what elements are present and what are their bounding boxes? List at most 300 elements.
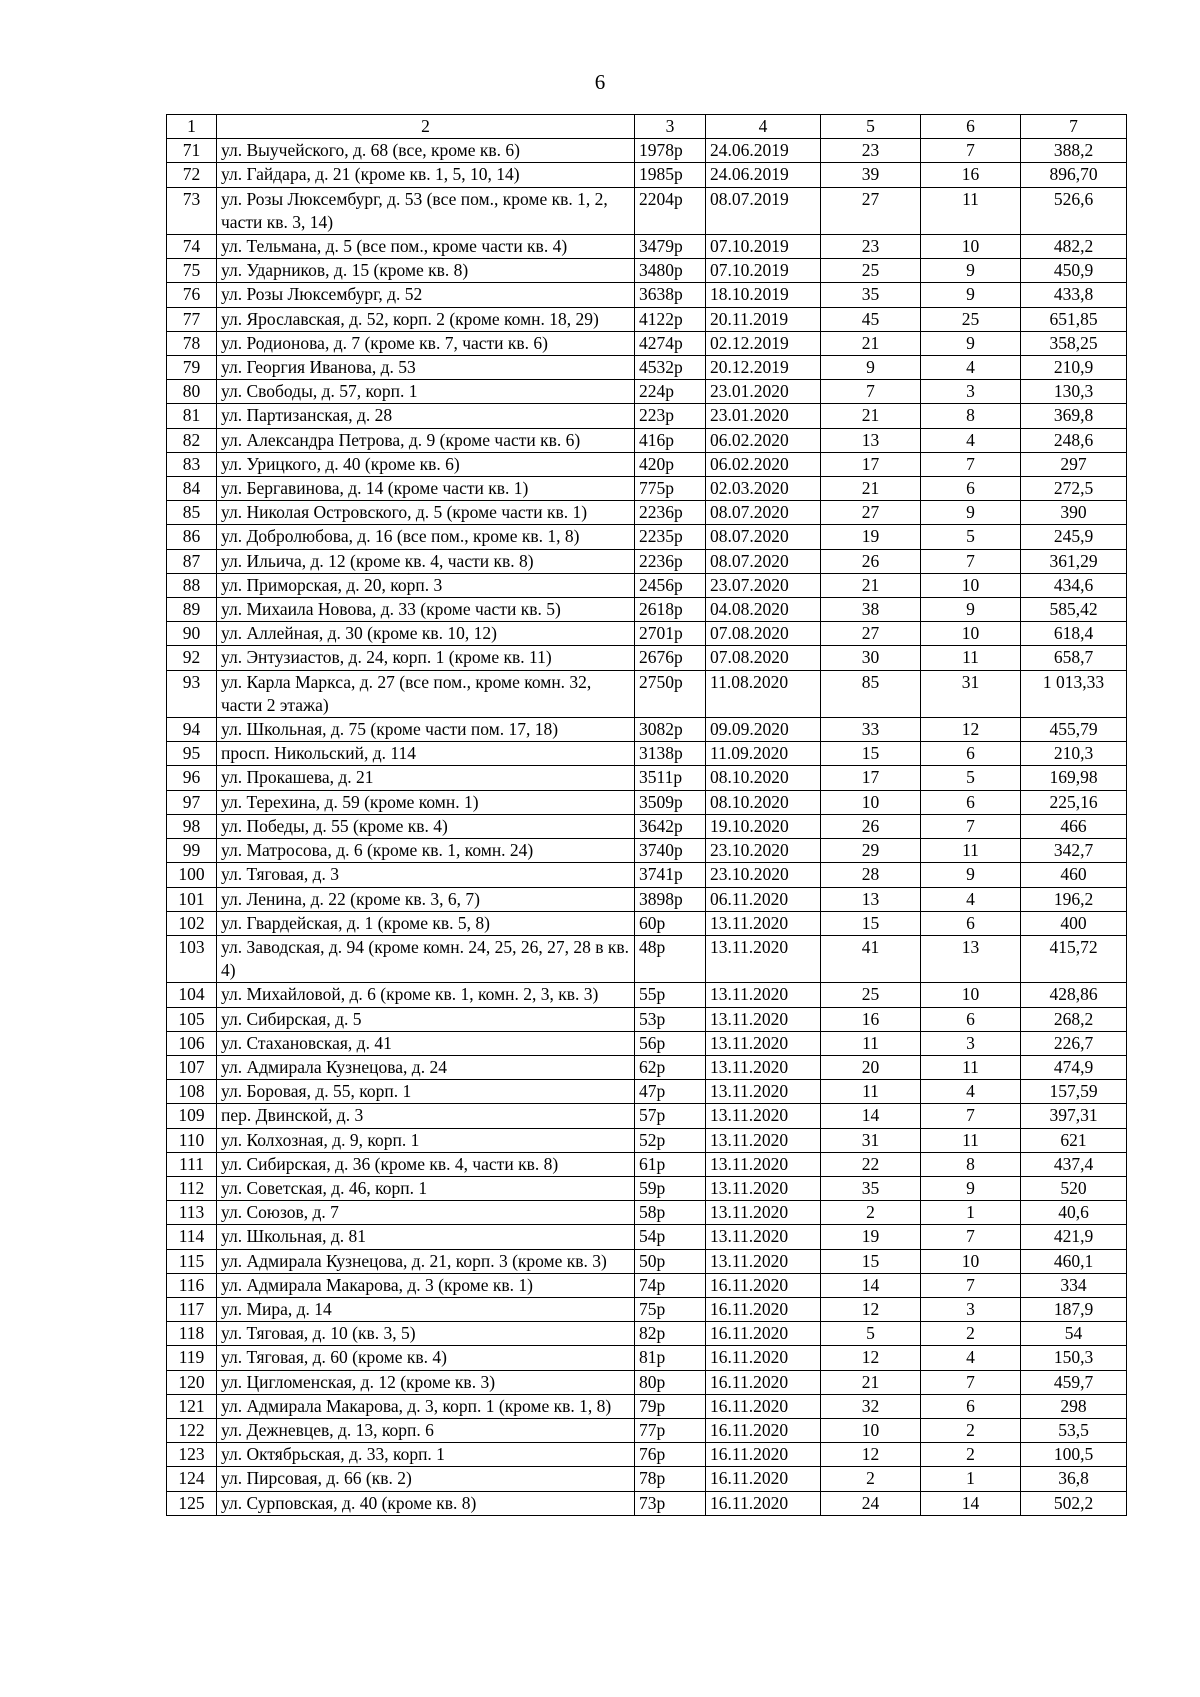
order-number-cell: 3740р	[635, 839, 706, 863]
area-cell: 460,1	[1021, 1249, 1127, 1273]
date-cell: 13.11.2020	[706, 1031, 821, 1055]
table-row	[167, 549, 1127, 573]
area-cell: 520	[1021, 1176, 1127, 1200]
area-cell: 358,25	[1021, 331, 1127, 355]
table-row	[167, 1467, 1127, 1491]
order-number-cell: 4122р	[635, 307, 706, 331]
area-cell: 248,6	[1021, 428, 1127, 452]
order-number-cell: 80р	[635, 1370, 706, 1394]
column-header: 7	[1021, 115, 1127, 139]
address-cell: ул. Урицкого, д. 40 (кроме кв. 6)	[217, 452, 635, 476]
row-number-cell: 114	[167, 1225, 217, 1249]
area-cell: 196,2	[1021, 887, 1127, 911]
column-5-cell: 28	[821, 863, 921, 887]
order-number-cell: 4532р	[635, 356, 706, 380]
area-cell: 896,70	[1021, 163, 1127, 187]
area-cell: 157,59	[1021, 1080, 1127, 1104]
column-5-cell: 7	[821, 380, 921, 404]
date-cell: 16.11.2020	[706, 1346, 821, 1370]
order-number-cell: 2236р	[635, 549, 706, 573]
date-cell: 07.08.2020	[706, 622, 821, 646]
date-cell: 13.11.2020	[706, 1128, 821, 1152]
address-cell: ул. Добролюбова, д. 16 (все пом., кроме кв. 1, 8)	[217, 525, 635, 549]
column-5-cell: 17	[821, 452, 921, 476]
date-cell: 18.10.2019	[706, 283, 821, 307]
date-cell: 16.11.2020	[706, 1273, 821, 1297]
page-number: 6	[594, 70, 606, 94]
row-number-cell: 104	[167, 983, 217, 1007]
column-5-cell: 27	[821, 501, 921, 525]
row-number-cell: 113	[167, 1201, 217, 1225]
address-cell: ул. Сурповская, д. 40 (кроме кв. 8)	[217, 1491, 635, 1515]
date-cell: 16.11.2020	[706, 1467, 821, 1491]
column-6-cell: 6	[921, 477, 1021, 501]
column-6-cell: 6	[921, 911, 1021, 935]
area-cell: 297	[1021, 452, 1127, 476]
date-cell: 06.02.2020	[706, 452, 821, 476]
table-row	[167, 356, 1127, 380]
date-cell: 13.11.2020	[706, 911, 821, 935]
column-5-cell: 9	[821, 356, 921, 380]
table-row	[167, 1104, 1127, 1128]
row-number-cell: 119	[167, 1346, 217, 1370]
column-5-cell: 12	[821, 1443, 921, 1467]
date-cell: 13.11.2020	[706, 1176, 821, 1200]
column-5-cell: 19	[821, 525, 921, 549]
column-6-cell: 9	[921, 283, 1021, 307]
date-cell: 06.02.2020	[706, 428, 821, 452]
column-5-cell: 26	[821, 814, 921, 838]
table-row	[167, 139, 1127, 163]
column-6-cell: 7	[921, 1370, 1021, 1394]
column-6-cell: 10	[921, 573, 1021, 597]
row-number-cell: 90	[167, 622, 217, 646]
column-5-cell: 21	[821, 1370, 921, 1394]
date-cell: 13.11.2020	[706, 935, 821, 982]
column-5-cell: 21	[821, 477, 921, 501]
area-cell: 415,72	[1021, 935, 1127, 982]
address-cell: ул. Партизанская, д. 28	[217, 404, 635, 428]
column-5-cell: 38	[821, 598, 921, 622]
table-row	[167, 1322, 1127, 1346]
column-5-cell: 22	[821, 1152, 921, 1176]
table-row	[167, 718, 1127, 742]
column-6-cell: 7	[921, 139, 1021, 163]
order-number-cell: 775р	[635, 477, 706, 501]
column-6-cell: 11	[921, 646, 1021, 670]
table-row	[167, 1443, 1127, 1467]
table-row	[167, 983, 1127, 1007]
column-5-cell: 19	[821, 1225, 921, 1249]
date-cell: 16.11.2020	[706, 1418, 821, 1442]
table-row	[167, 863, 1127, 887]
area-cell: 187,9	[1021, 1297, 1127, 1321]
column-5-cell: 30	[821, 646, 921, 670]
column-5-cell: 5	[821, 1322, 921, 1346]
area-cell: 268,2	[1021, 1007, 1127, 1031]
address-cell: пер. Двинской, д. 3	[217, 1104, 635, 1128]
column-6-cell: 4	[921, 428, 1021, 452]
column-6-cell: 7	[921, 549, 1021, 573]
order-number-cell: 47р	[635, 1080, 706, 1104]
column-6-cell: 2	[921, 1443, 1021, 1467]
order-number-cell: 82р	[635, 1322, 706, 1346]
table-row	[167, 477, 1127, 501]
date-cell: 13.11.2020	[706, 1007, 821, 1031]
area-cell: 1 013,33	[1021, 670, 1127, 717]
address-cell: ул. Михайловой, д. 6 (кроме кв. 1, комн. 2, 3, кв. 3)	[217, 983, 635, 1007]
column-5-cell: 24	[821, 1491, 921, 1515]
column-6-cell: 12	[921, 718, 1021, 742]
order-number-cell: 3509р	[635, 790, 706, 814]
row-number-cell: 112	[167, 1176, 217, 1200]
date-cell: 16.11.2020	[706, 1394, 821, 1418]
table-row	[167, 1031, 1127, 1055]
column-5-cell: 11	[821, 1031, 921, 1055]
column-6-cell: 10	[921, 983, 1021, 1007]
date-cell: 16.11.2020	[706, 1322, 821, 1346]
column-6-cell: 5	[921, 525, 1021, 549]
column-6-cell: 2	[921, 1322, 1021, 1346]
date-cell: 23.01.2020	[706, 380, 821, 404]
address-cell: ул. Ударников, д. 15 (кроме кв. 8)	[217, 259, 635, 283]
row-number-cell: 89	[167, 598, 217, 622]
table-row	[167, 1418, 1127, 1442]
table-row	[167, 1273, 1127, 1297]
table-row	[167, 1225, 1127, 1249]
column-6-cell: 7	[921, 1104, 1021, 1128]
row-number-cell: 74	[167, 235, 217, 259]
table-row	[167, 790, 1127, 814]
date-cell: 11.08.2020	[706, 670, 821, 717]
column-6-cell: 5	[921, 766, 1021, 790]
order-number-cell: 50р	[635, 1249, 706, 1273]
address-cell: ул. Матросова, д. 6 (кроме кв. 1, комн. 24)	[217, 839, 635, 863]
order-number-cell: 3479р	[635, 235, 706, 259]
area-cell: 272,5	[1021, 477, 1127, 501]
date-cell: 07.10.2019	[706, 259, 821, 283]
address-cell: ул. Свободы, д. 57, корп. 1	[217, 380, 635, 404]
address-cell: ул. Тяговая, д. 3	[217, 863, 635, 887]
address-cell: ул. Заводская, д. 94 (кроме комн. 24, 25, 26, 27, 28 в кв. 4)	[217, 935, 635, 982]
date-cell: 07.10.2019	[706, 235, 821, 259]
row-number-cell: 84	[167, 477, 217, 501]
column-6-cell: 6	[921, 1394, 1021, 1418]
table-row	[167, 935, 1127, 982]
area-cell: 369,8	[1021, 404, 1127, 428]
area-cell: 298	[1021, 1394, 1127, 1418]
column-6-cell: 4	[921, 356, 1021, 380]
date-cell: 13.11.2020	[706, 1152, 821, 1176]
order-number-cell: 79р	[635, 1394, 706, 1418]
table-row	[167, 428, 1127, 452]
date-cell: 11.09.2020	[706, 742, 821, 766]
column-6-cell: 11	[921, 1128, 1021, 1152]
table-row	[167, 670, 1127, 717]
column-6-cell: 10	[921, 1249, 1021, 1273]
address-cell: ул. Адмирала Кузнецова, д. 24	[217, 1055, 635, 1079]
date-cell: 08.07.2019	[706, 187, 821, 234]
date-cell: 08.07.2020	[706, 549, 821, 573]
column-6-cell: 4	[921, 1346, 1021, 1370]
column-6-cell: 11	[921, 1055, 1021, 1079]
column-5-cell: 85	[821, 670, 921, 717]
address-cell: ул. Михаила Новова, д. 33 (кроме части кв. 5)	[217, 598, 635, 622]
table-row	[167, 766, 1127, 790]
row-number-cell: 78	[167, 331, 217, 355]
order-number-cell: 53р	[635, 1007, 706, 1031]
order-number-cell: 224р	[635, 380, 706, 404]
column-5-cell: 32	[821, 1394, 921, 1418]
table-row	[167, 911, 1127, 935]
column-6-cell: 14	[921, 1491, 1021, 1515]
date-cell: 16.11.2020	[706, 1297, 821, 1321]
column-6-cell: 11	[921, 187, 1021, 234]
order-number-cell: 3741р	[635, 863, 706, 887]
address-cell: ул. Адмирала Макарова, д. 3 (кроме кв. 1)	[217, 1273, 635, 1297]
address-cell: ул. Прокашева, д. 21	[217, 766, 635, 790]
register-table	[166, 114, 1127, 1516]
order-number-cell: 3898р	[635, 887, 706, 911]
column-5-cell: 21	[821, 573, 921, 597]
row-number-cell: 122	[167, 1418, 217, 1442]
column-6-cell: 8	[921, 404, 1021, 428]
date-cell: 13.11.2020	[706, 983, 821, 1007]
table-row	[167, 380, 1127, 404]
column-6-cell: 9	[921, 501, 1021, 525]
row-number-cell: 79	[167, 356, 217, 380]
table-row	[167, 887, 1127, 911]
order-number-cell: 74р	[635, 1273, 706, 1297]
address-cell: ул. Выучейского, д. 68 (все, кроме кв. 6)	[217, 139, 635, 163]
order-number-cell: 2618р	[635, 598, 706, 622]
order-number-cell: 2456р	[635, 573, 706, 597]
order-number-cell: 3480р	[635, 259, 706, 283]
address-cell: ул. Цигломенская, д. 12 (кроме кв. 3)	[217, 1370, 635, 1394]
date-cell: 23.10.2020	[706, 863, 821, 887]
address-cell: ул. Аллейная, д. 30 (кроме кв. 10, 12)	[217, 622, 635, 646]
column-6-cell: 7	[921, 1225, 1021, 1249]
table-row	[167, 1007, 1127, 1031]
table-row	[167, 598, 1127, 622]
area-cell: 400	[1021, 911, 1127, 935]
row-number-cell: 88	[167, 573, 217, 597]
column-6-cell: 31	[921, 670, 1021, 717]
row-number-cell: 94	[167, 718, 217, 742]
area-cell: 450,9	[1021, 259, 1127, 283]
column-5-cell: 29	[821, 839, 921, 863]
table-row	[167, 1297, 1127, 1321]
row-number-cell: 72	[167, 163, 217, 187]
address-cell: ул. Мира, д. 14	[217, 1297, 635, 1321]
table-row	[167, 331, 1127, 355]
row-number-cell: 86	[167, 525, 217, 549]
row-number-cell: 93	[167, 670, 217, 717]
order-number-cell: 54р	[635, 1225, 706, 1249]
column-5-cell: 13	[821, 887, 921, 911]
area-cell: 466	[1021, 814, 1127, 838]
area-cell: 474,9	[1021, 1055, 1127, 1079]
date-cell: 13.11.2020	[706, 1225, 821, 1249]
column-6-cell: 9	[921, 1176, 1021, 1200]
column-6-cell: 11	[921, 839, 1021, 863]
area-cell: 245,9	[1021, 525, 1127, 549]
column-5-cell: 2	[821, 1201, 921, 1225]
column-6-cell: 9	[921, 598, 1021, 622]
row-number-cell: 107	[167, 1055, 217, 1079]
table-row	[167, 573, 1127, 597]
table-row	[167, 1370, 1127, 1394]
table-row	[167, 1128, 1127, 1152]
order-number-cell: 48р	[635, 935, 706, 982]
table-row	[167, 1346, 1127, 1370]
row-number-cell: 81	[167, 404, 217, 428]
address-cell: ул. Ильича, д. 12 (кроме кв. 4, части кв. 8)	[217, 549, 635, 573]
area-cell: 53,5	[1021, 1418, 1127, 1442]
address-cell: ул. Энтузиастов, д. 24, корп. 1 (кроме кв. 11)	[217, 646, 635, 670]
address-cell: ул. Тельмана, д. 5 (все пом., кроме части кв. 4)	[217, 235, 635, 259]
column-header: 6	[921, 115, 1021, 139]
column-5-cell: 41	[821, 935, 921, 982]
table-row	[167, 525, 1127, 549]
column-5-cell: 21	[821, 404, 921, 428]
column-6-cell: 13	[921, 935, 1021, 982]
column-6-cell: 25	[921, 307, 1021, 331]
column-5-cell: 12	[821, 1346, 921, 1370]
address-cell: ул. Советская, д. 46, корп. 1	[217, 1176, 635, 1200]
column-5-cell: 39	[821, 163, 921, 187]
row-number-cell: 110	[167, 1128, 217, 1152]
table-row	[167, 1152, 1127, 1176]
column-5-cell: 25	[821, 983, 921, 1007]
area-cell: 621	[1021, 1128, 1127, 1152]
address-cell: ул. Дежневцев, д. 13, корп. 6	[217, 1418, 635, 1442]
row-number-cell: 87	[167, 549, 217, 573]
order-number-cell: 52р	[635, 1128, 706, 1152]
table-row	[167, 1176, 1127, 1200]
order-number-cell: 75р	[635, 1297, 706, 1321]
column-5-cell: 13	[821, 428, 921, 452]
date-cell: 24.06.2019	[706, 139, 821, 163]
row-number-cell: 106	[167, 1031, 217, 1055]
address-cell: ул. Гайдара, д. 21 (кроме кв. 1, 5, 10, 14)	[217, 163, 635, 187]
address-cell: ул. Сибирская, д. 36 (кроме кв. 4, части кв. 8)	[217, 1152, 635, 1176]
row-number-cell: 102	[167, 911, 217, 935]
address-cell: ул. Колхозная, д. 9, корп. 1	[217, 1128, 635, 1152]
area-cell: 460	[1021, 863, 1127, 887]
area-cell: 618,4	[1021, 622, 1127, 646]
column-5-cell: 45	[821, 307, 921, 331]
column-5-cell: 23	[821, 235, 921, 259]
row-number-cell: 99	[167, 839, 217, 863]
order-number-cell: 4274р	[635, 331, 706, 355]
order-number-cell: 416р	[635, 428, 706, 452]
table-row	[167, 404, 1127, 428]
row-number-cell: 115	[167, 1249, 217, 1273]
column-5-cell: 31	[821, 1128, 921, 1152]
table-row	[167, 622, 1127, 646]
area-cell: 428,86	[1021, 983, 1127, 1007]
column-header: 4	[706, 115, 821, 139]
order-number-cell: 55р	[635, 983, 706, 1007]
address-cell: ул. Тяговая, д. 60 (кроме кв. 4)	[217, 1346, 635, 1370]
column-5-cell: 10	[821, 790, 921, 814]
row-number-cell: 82	[167, 428, 217, 452]
column-6-cell: 6	[921, 742, 1021, 766]
area-cell: 482,2	[1021, 235, 1127, 259]
table-row	[167, 742, 1127, 766]
row-number-cell: 83	[167, 452, 217, 476]
date-cell: 07.08.2020	[706, 646, 821, 670]
column-header: 1	[167, 115, 217, 139]
column-5-cell: 35	[821, 283, 921, 307]
table-row	[167, 187, 1127, 234]
row-number-cell: 100	[167, 863, 217, 887]
area-cell: 334	[1021, 1273, 1127, 1297]
address-cell: просп. Никольский, д. 114	[217, 742, 635, 766]
column-5-cell: 23	[821, 139, 921, 163]
table-row	[167, 452, 1127, 476]
area-cell: 455,79	[1021, 718, 1127, 742]
column-5-cell: 21	[821, 331, 921, 355]
order-number-cell: 3082р	[635, 718, 706, 742]
address-cell: ул. Стахановская, д. 41	[217, 1031, 635, 1055]
address-cell: ул. Розы Люксембург, д. 53 (все пом., кроме кв. 1, 2, части кв. 3, 14)	[217, 187, 635, 234]
order-number-cell: 57р	[635, 1104, 706, 1128]
column-6-cell: 2	[921, 1418, 1021, 1442]
table-row	[167, 1249, 1127, 1273]
column-5-cell: 20	[821, 1055, 921, 1079]
area-cell: 388,2	[1021, 139, 1127, 163]
address-cell: ул. Пирсовая, д. 66 (кв. 2)	[217, 1467, 635, 1491]
area-cell: 342,7	[1021, 839, 1127, 863]
address-cell: ул. Ярославская, д. 52, корп. 2 (кроме комн. 18, 29)	[217, 307, 635, 331]
order-number-cell: 3511р	[635, 766, 706, 790]
column-6-cell: 4	[921, 887, 1021, 911]
column-6-cell: 10	[921, 235, 1021, 259]
column-6-cell: 10	[921, 622, 1021, 646]
order-number-cell: 223р	[635, 404, 706, 428]
address-cell: ул. Адмирала Кузнецова, д. 21, корп. 3 (кроме кв. 3)	[217, 1249, 635, 1273]
area-cell: 54	[1021, 1322, 1127, 1346]
row-number-cell: 101	[167, 887, 217, 911]
area-cell: 585,42	[1021, 598, 1127, 622]
area-cell: 361,29	[1021, 549, 1127, 573]
order-number-cell: 77р	[635, 1418, 706, 1442]
order-number-cell: 420р	[635, 452, 706, 476]
date-cell: 23.10.2020	[706, 839, 821, 863]
column-5-cell: 35	[821, 1176, 921, 1200]
address-cell: ул. Георгия Иванова, д. 53	[217, 356, 635, 380]
address-cell: ул. Сибирская, д. 5	[217, 1007, 635, 1031]
area-cell: 169,98	[1021, 766, 1127, 790]
table-row	[167, 1080, 1127, 1104]
column-6-cell: 6	[921, 1007, 1021, 1031]
row-number-cell: 124	[167, 1467, 217, 1491]
date-cell: 08.10.2020	[706, 790, 821, 814]
area-cell: 150,3	[1021, 1346, 1127, 1370]
column-5-cell: 26	[821, 549, 921, 573]
row-number-cell: 103	[167, 935, 217, 982]
row-number-cell: 71	[167, 139, 217, 163]
address-cell: ул. Союзов, д. 7	[217, 1201, 635, 1225]
area-cell: 226,7	[1021, 1031, 1127, 1055]
column-5-cell: 14	[821, 1104, 921, 1128]
order-number-cell: 2235р	[635, 525, 706, 549]
date-cell: 08.07.2020	[706, 501, 821, 525]
column-5-cell: 10	[821, 1418, 921, 1442]
date-cell: 13.11.2020	[706, 1055, 821, 1079]
